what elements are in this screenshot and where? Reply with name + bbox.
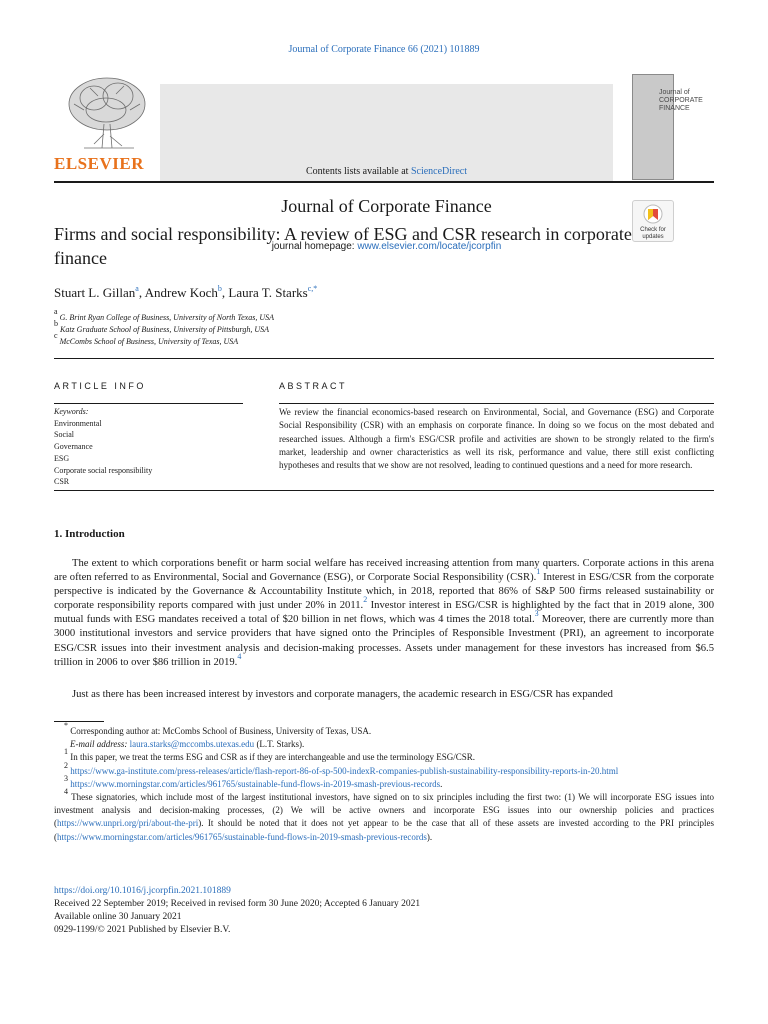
- journal-reference-link[interactable]: Journal of Corporate Finance 66 (2021) 101889: [288, 44, 480, 55]
- footnote-link[interactable]: https://www.morningstar.com/articles/961765/sustainable-fund-flows-in-2019-smash-previous-records: [70, 778, 441, 789]
- journal-cover-thumbnail[interactable]: [632, 74, 703, 180]
- keyword: CSR: [54, 477, 70, 487]
- affiliation: [54, 331, 239, 346]
- footnote-link[interactable]: https://www.unpri.org/pri/about-the-pri: [57, 818, 199, 829]
- footnote-mark: 3: [64, 773, 68, 783]
- footnote-link[interactable]: https://www.morningstar.com/articles/961765/sustainable-fund-flows-in-2019-smash-previous-records: [57, 831, 427, 842]
- footnote-mark: 1: [64, 747, 68, 757]
- author-name[interactable]: Stuart L. Gillan: [54, 285, 136, 300]
- footnote-link[interactable]: https://www.ga-institute.com/press-releases/article/flash-report-86-of-sp-500-indexR-companies-publish-sustainability-responsibility-reports-in-20.html: [70, 765, 619, 776]
- affiliation-mark: b: [54, 319, 58, 328]
- available-online-date: Available online 30 January 2021: [54, 912, 182, 922]
- body-text: Just as there has been increased interest by investors and corporate managers, the academic research in ESG/CSR has expanded: [72, 689, 613, 700]
- cover-line: Journal of: [659, 89, 690, 96]
- paper-title: Firms and social responsibility: A review of ESG and CSR research in corporate finance: [54, 224, 632, 268]
- affiliation-mark: a: [54, 307, 58, 316]
- homepage-prefix: journal homepage:: [271, 241, 358, 252]
- elsevier-wordmark: ELSEVIER: [54, 154, 144, 173]
- affiliation-text: G. Brint Ryan College of Business, University of North Texas, USA: [59, 313, 274, 322]
- body-text: Moreover, there are currently more than 3000 institutional investors and service providers that have signed onto the Principles of Responsible Investment (PRI), an agreement to incorporate ESG/CSR issues into their investment analysis and decision-making processes. Assets under management for these investors has increased from $6.5 trillion in 2006 to over $86 trillion in 2019.: [54, 614, 714, 668]
- journal-title: Journal of Corporate Finance: [281, 196, 492, 216]
- body-text: The extent to which corporations benefit or harm social welfare has received increasing attention from many quarters. Corporate actions in this arena are often referred to as Environmental, Social and Governance (ESG), or Corporate Social Responsibility (CSR).: [54, 558, 714, 584]
- author-name[interactable]: Andrew Koch: [144, 285, 218, 300]
- journal-banner: [160, 84, 613, 252]
- keyword: Governance: [54, 442, 93, 452]
- footnote-2: [54, 760, 714, 778]
- affiliation-rule: [54, 358, 714, 359]
- article-info-rule: [54, 403, 243, 404]
- affiliation: [54, 307, 274, 322]
- cover-line: CORPORATE: [659, 97, 703, 104]
- article-info-heading: ARTICLE INFO: [54, 381, 146, 391]
- footnote-ref[interactable]: 4: [237, 651, 242, 661]
- check-for-updates-icon: [633, 201, 673, 227]
- journal-homepage-link[interactable]: www.elsevier.com/locate/jcorpfin: [357, 241, 502, 252]
- footnote-1: [54, 747, 714, 764]
- footnote-text: Corresponding author at: McCombs School of Business, University of Texas, USA.: [70, 726, 372, 736]
- badge-line: updates: [642, 234, 664, 240]
- footnote-ref[interactable]: 3: [534, 609, 539, 619]
- keywords-label: Keywords:: [54, 407, 89, 416]
- abstract-rule: [279, 403, 714, 404]
- author-name[interactable]: Laura T. Starks: [228, 285, 308, 300]
- article-meta: [54, 885, 420, 937]
- check-for-updates-button[interactable]: [632, 200, 674, 242]
- email-label: E-mail address:: [70, 739, 128, 750]
- footnote-ref[interactable]: 2: [363, 595, 368, 605]
- body-text: Interest in ESG/CSR from the corporate perspective is indicated by the Governance & Accountability Institute which, in 2018, reported that 86% of S&P 500 firms released sustainability or corporate responsibility reports compared with just under 20% in 2011.: [54, 572, 714, 612]
- footnote-text: These signatories, which include most of the largest institutional investors, have signed on to six principles including the first two: (1) We will incorporate ESG issues into investment analysis and decision-making processes, (2) We will be active owners and incorporate ESG issues into our ownership policies and practices (: [54, 792, 715, 829]
- footnote-corresponding: [54, 721, 714, 738]
- abstract-heading: ABSTRACT: [279, 381, 348, 391]
- author-affiliation-mark[interactable]: b: [217, 284, 222, 293]
- keyword: ESG: [54, 453, 70, 463]
- author-list: [54, 285, 317, 301]
- badge-line: Check for: [640, 227, 666, 233]
- cover-text: [659, 89, 703, 113]
- copyright-line: 0929-1199/© 2021 Published by Elsevier B.V.: [54, 925, 231, 935]
- email-suffix: (L.T. Starks).: [254, 739, 305, 750]
- footnote-text: ).: [426, 831, 433, 842]
- check-for-updates-label: [633, 227, 673, 241]
- author-affiliation-mark[interactable]: a: [135, 284, 139, 293]
- affiliation-mark: c: [54, 331, 58, 340]
- keyword: Social: [54, 430, 74, 440]
- footnote-ref[interactable]: 1: [536, 567, 541, 577]
- author-separator: ,: [221, 285, 229, 300]
- intro-paragraph-2: [54, 688, 714, 702]
- affiliation-text: Katz Graduate School of Business, University of Pittsburgh, USA: [60, 325, 270, 334]
- footnote-text: ). It should be noted that it does not yet appear to be the case that all of these assets are invested according to the PRI principles (: [54, 818, 714, 842]
- footnote-3: [54, 773, 714, 791]
- sciencedirect-link[interactable]: ScienceDirect: [410, 166, 468, 177]
- affiliation-text: McCombs School of Business, University of Texas, USA: [59, 337, 239, 346]
- intro-paragraph-1: [54, 557, 714, 670]
- affiliation: [54, 319, 270, 334]
- doi-link[interactable]: https://doi.org/10.1016/j.jcorpfin.2021.101889: [54, 886, 231, 896]
- author-separator: ,: [138, 285, 145, 300]
- footnote-rule: [54, 721, 104, 722]
- abstract-bottom-rule: [54, 490, 714, 491]
- email-link[interactable]: laura.starks@mccombs.utexas.edu: [129, 739, 255, 750]
- footnote-text: .: [440, 778, 443, 789]
- author-affiliation-mark[interactable]: c,*: [307, 284, 318, 293]
- body-text: Investor interest in ESG/CSR is highlighted by the fact that in 2019 alone, 300 mutual funds with ESG mandates received a total of $20 billion in net flows, which was 4 times the 2018 total.: [54, 600, 714, 626]
- footnote-mark: 2: [64, 760, 68, 770]
- abstract-text: We review the financial economics-based research on Environmental, Social, and Governance (ESG) and Corporate Social Responsibility (CSR) with an emphasis on corporate finance. In doing so we focus on the most debated and researched issues. Although a firm's ESG/CSR profile and activities are shown to be strongly related to the firm's market, leadership and owner characteristics as well its risk, performance and value, there still exist conflicting hypotheses and results that we show are not resolved, leading to continued questions and a need for more research.: [279, 407, 714, 471]
- contents-prefix: Contents lists available at: [305, 166, 411, 177]
- received-dates: Received 22 September 2019; Received in revised form 30 June 2020; Accepted 6 January 2021: [54, 899, 421, 909]
- header-rule: [54, 181, 714, 183]
- section-heading-introduction: 1. Introduction: [54, 528, 125, 540]
- footnotes: [54, 721, 715, 844]
- contents-line: [160, 166, 613, 177]
- cover-line: FINANCE: [659, 105, 690, 112]
- keywords-list: [54, 406, 152, 488]
- keyword: Corporate social responsibility: [54, 465, 153, 475]
- footnote-text: In this paper, we treat the terms ESG and CSR as if they are interchangeable and use the terminology ESG/CSR.: [70, 752, 476, 763]
- footnote-4: [54, 787, 715, 844]
- footnote-mark: 4: [64, 787, 68, 797]
- keyword: Environmental: [54, 418, 102, 428]
- footnote-mark: *: [64, 721, 68, 730]
- footnote-email: [54, 738, 714, 751]
